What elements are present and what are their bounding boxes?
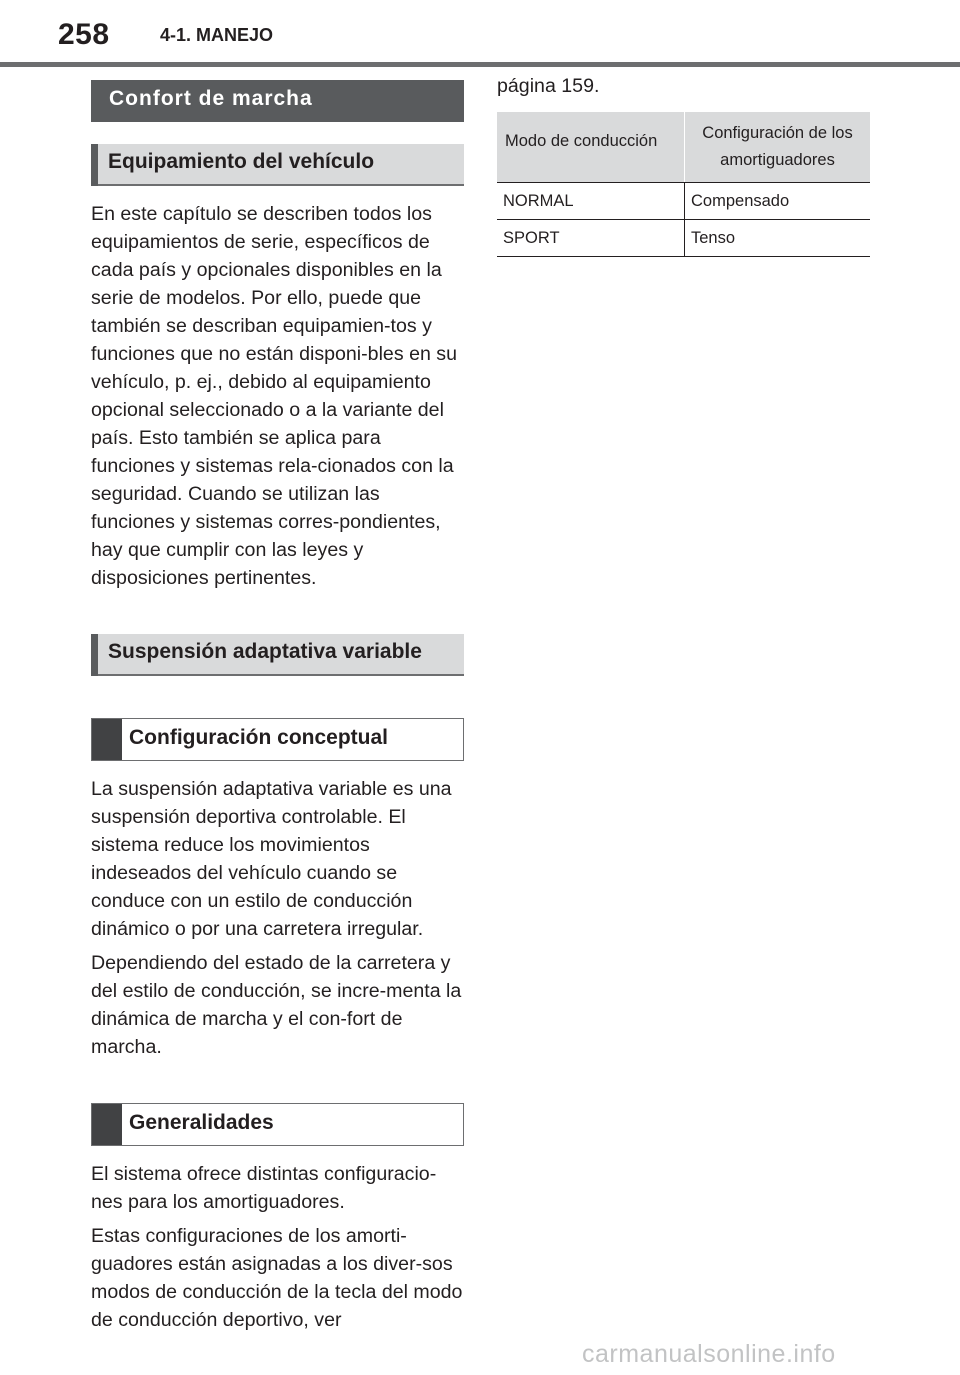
- watermark: carmanualsonline.info: [582, 1340, 836, 1368]
- table-cell-setting: Compensado: [685, 183, 871, 220]
- table-cell-mode: NORMAL: [497, 183, 685, 220]
- section-title: 4-1. MANEJO: [160, 25, 274, 45]
- paragraph-generalidades-1: El sistema ofrece distintas configuracio-nes para los amortiguadores.: [91, 1163, 437, 1213]
- table-header-row: [497, 112, 870, 183]
- column-header-configuracion: Configuración de los amortiguadores: [685, 112, 871, 183]
- page-number: 258: [58, 18, 110, 51]
- continuation-text: página 159.: [497, 75, 600, 97]
- table-cell-setting: Tenso: [685, 220, 871, 257]
- column-header-modo: Modo de conducción: [497, 112, 685, 183]
- heading-generalidades: Generalidades: [91, 1103, 464, 1146]
- table-row: [497, 220, 870, 257]
- paragraph-concepto-2: Dependiendo del estado de la carretera y del estilo de conducción, se incre-menta la dinámica de marcha y el con-fort de marcha.: [91, 952, 462, 1058]
- table-cell-mode: SPORT: [497, 220, 685, 257]
- paragraph-concepto-1: La suspensión adaptativa variable es una suspensión deportiva controlable. El sistema reduce los movimientos indeseados del vehículo cuando se conduce con un estilo de conducción dinámico o por una carretera irregular.: [91, 778, 452, 940]
- table-row: [497, 183, 870, 220]
- paragraph-equipamiento: En este capítulo se describen todos los equipamientos de serie, específicos de cada país y opcionales disponibles en la serie de modelos. Por ello, puede que también se describan equipamien-tos y funciones que no están disponi-bles en su vehículo, p. ej., debido al equipamiento opcional seleccionado o a la variante del país. Esto también se aplica para funciones y sistemas rela-cionados con la seguridad. Cuando se utilizan las funciones y sistemas corres-pondientes, hay que cumplir con las leyes y disposiciones pertinentes.: [91, 203, 458, 589]
- heading-configuracion-conceptual: Configuración conceptual: [91, 718, 464, 761]
- right-column: [497, 72, 870, 257]
- paragraph-generalidades-2: Estas configuraciones de los amorti-guadores están asignadas a los diver-sos modos de conducción de la tecla del modo de conducción deportivo, ver: [91, 1225, 463, 1331]
- heading-confort-de-marcha: Confort de marcha: [91, 80, 464, 122]
- header-rule: [0, 62, 960, 67]
- damper-settings-table: [497, 112, 870, 257]
- left-column: [91, 80, 464, 1340]
- page-header: [0, 0, 960, 70]
- heading-suspension-adaptativa: Suspensión adaptativa variable: [91, 634, 464, 676]
- heading-equipamiento: Equipamiento del vehículo: [91, 144, 464, 186]
